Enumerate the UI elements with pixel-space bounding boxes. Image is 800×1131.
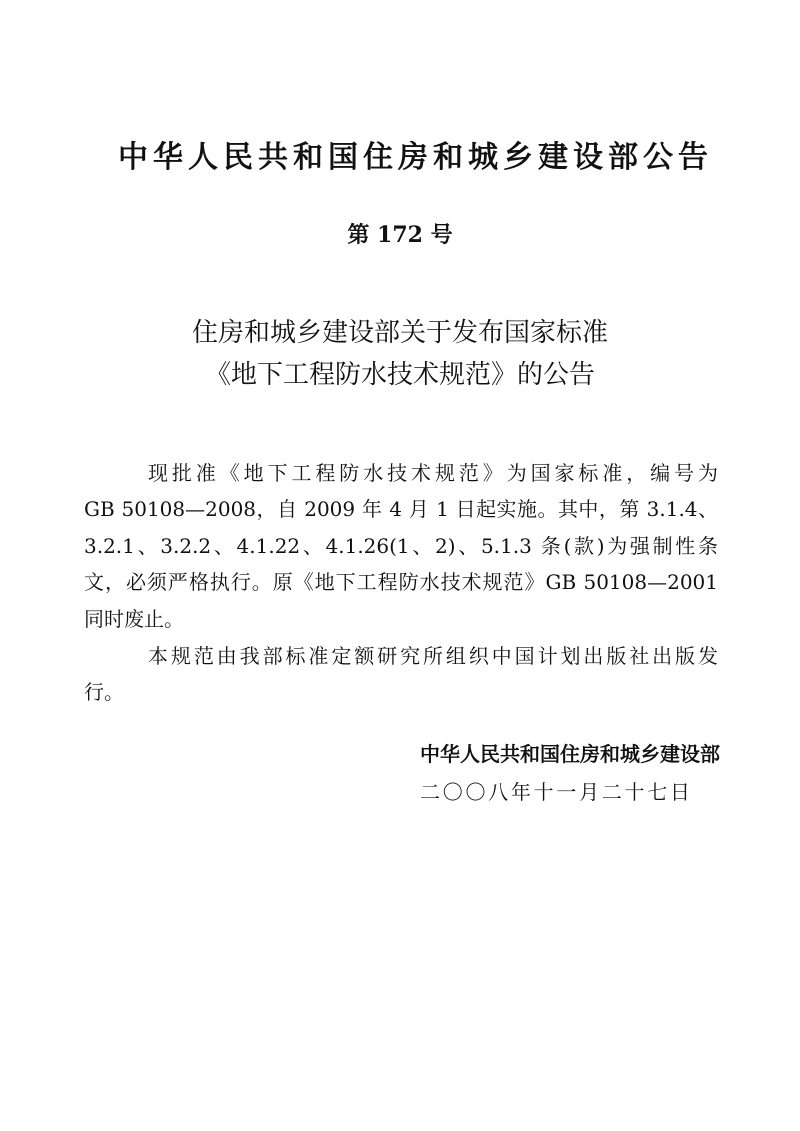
- paragraph-line: 现批准《地下工程防水技术规范》为国家标准，编号为: [148, 461, 718, 485]
- paragraph-line: 同时废止。: [84, 607, 184, 631]
- subtitle-line-1: 住房和城乡建设部关于发布国家标准: [191, 318, 608, 348]
- paragraph-line: 3.2.1、3.2.2、4.1.22、4.1.26(1、2)、5.1.3 条(款)为强制性条: [84, 534, 718, 558]
- paragraph-line: GB 50108—2008，自 2009 年 4 月 1 日起实施。其中，第 3.1.4、: [84, 497, 718, 521]
- paragraph-line: 文，必须严格执行。原《地下工程防水技术规范》GB 50108—2001: [84, 570, 718, 594]
- subtitle-line-2: 《地下工程防水技术规范》的公告: [204, 360, 595, 390]
- announcement-title: 中华人民共和国住房和城乡建设部公告: [118, 140, 708, 175]
- issue-date: 二〇〇八年十一月二十七日: [420, 780, 690, 804]
- issuer-signature: 中华人民共和国住房和城乡建设部: [420, 742, 720, 766]
- paragraph-line: 本规范由我部标准定额研究所组织中国计划出版社出版发: [148, 644, 718, 668]
- paragraph-line: 行。: [84, 680, 124, 704]
- announcement-number: 第 172 号: [347, 222, 453, 248]
